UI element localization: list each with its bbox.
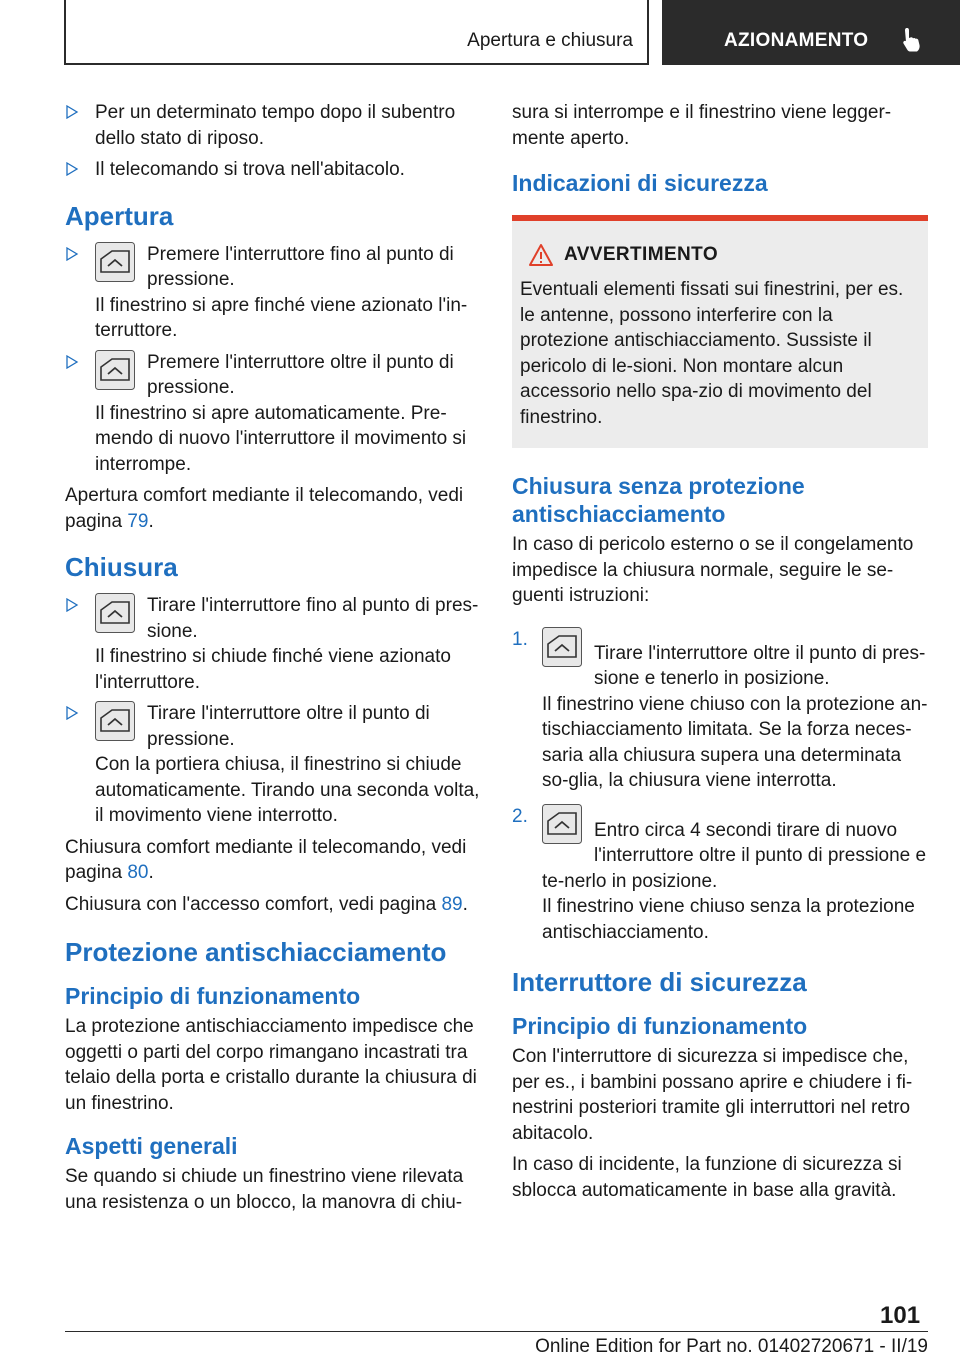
heading-chiusura-senza: Chiusura senza protezione antischiacciamento [512, 473, 805, 527]
interruttore-text-1: Con l'interruttore di sicurezza si impedisce che, per es., i bambini possano aprire e chiudere i fi-nestrini posteriori tramite gli interruttori nel retro abitacolo. [512, 1046, 913, 1144]
footer-divider [65, 1331, 928, 1332]
list-item [65, 100, 483, 151]
result-text: Il finestrino si apre finché viene azionato l'in-terruttore. [95, 294, 468, 341]
heading-apertura: Apertura [65, 200, 174, 231]
chiusura-senza-intro: In caso di pericolo esterno o se il congelamento impedisce la chiusura normale, seguire le se-guenti istruzioni: [512, 534, 914, 606]
comfort-close-label: Chiusura comfort mediante il telecomando, vedi pagina [65, 836, 467, 883]
period: . [462, 893, 468, 915]
comfort-close-text [65, 835, 483, 886]
warning-text: Eventuali elementi fissati sui finestrini, per es. le antenne, possono interferire con la protezione antischiacciamento. Sussiste il pericolo di le-sioni. Non montare alcun accessorio nello spa-zio di movimento del finestrino. [520, 279, 904, 428]
action-text: Premere l'interruttore oltre il punto di pressione. [147, 351, 454, 398]
list-item [512, 804, 928, 946]
heading-chiusura: Chiusura [65, 552, 178, 582]
warning-box [512, 215, 928, 448]
page-link-79[interactable]: 79 [127, 510, 149, 532]
warning-triangle-icon [528, 243, 554, 267]
triangle-right-icon [65, 247, 79, 261]
pointing-hand-icon [898, 26, 926, 54]
list-item-text: Il telecomando si trova nell'abitacolo. [95, 159, 405, 180]
result-text: Il finestrino viene chiuso senza la protezione antischiacciamento. [542, 896, 915, 943]
action-text: Tirare l'interruttore oltre il punto di pressione. [147, 703, 430, 750]
result-text: Il finestrino si chiude finché viene azionato l'interruttore. [95, 646, 451, 693]
action-text: Entro circa 4 secondi tirare di nuovo l'interruttore oltre il punto di pressione e te-nerlo in posizione. [542, 819, 927, 892]
step-number: 1. [512, 628, 528, 650]
list-item [65, 157, 483, 183]
comfort-access-label: Chiusura con l'accesso comfort, vedi pagina [65, 893, 442, 915]
window-switch-icon [95, 350, 135, 390]
comfort-open-label: Apertura comfort mediante il telecomando, vedi pagina [65, 485, 464, 532]
step-number: 2. [512, 805, 528, 827]
triangle-right-icon [65, 105, 79, 119]
right-column [512, 100, 928, 1209]
list-item [65, 593, 483, 695]
page-number: 101 [880, 1302, 921, 1329]
heading-sicurezza: Indicazioni di sicurezza [512, 170, 768, 196]
triangle-right-icon [65, 162, 79, 176]
warning-header [520, 243, 920, 267]
heading-principio: Principio di funzionamento [65, 983, 361, 1009]
aspetti-text: Se quando si chiude un finestrino viene rilevata una resistenza o un blocco, la manovra di chiu- [65, 1166, 464, 1213]
header-section-title: Apertura e chiusura [467, 30, 633, 51]
continued-text: sura si interrompe e il finestrino viene legger-mente aperto. [512, 102, 892, 149]
window-switch-icon [95, 701, 135, 741]
heading-protezione: Protezione antischiacciamento [65, 937, 447, 967]
window-switch-icon [95, 593, 135, 633]
window-switch-icon [542, 627, 582, 667]
triangle-right-icon [65, 355, 79, 369]
list-item-text: Per un determinato tempo dopo il subentro dello stato di riposo. [95, 102, 456, 149]
list-item [512, 627, 928, 794]
heading-aspetti: Aspetti generali [65, 1133, 238, 1159]
window-switch-icon [95, 242, 135, 282]
result-text: Il finestrino si apre automaticamente. Pre-mendo di nuovo l'interruttore il movimento si interrompe. [95, 402, 467, 475]
comfort-open-text [65, 483, 483, 534]
header-chapter-title: AZIONAMENTO [724, 30, 869, 51]
header-section-box [64, 0, 649, 65]
left-column [65, 100, 483, 1221]
page-link-89[interactable]: 89 [441, 893, 463, 915]
list-item [65, 350, 483, 478]
triangle-right-icon [65, 706, 79, 720]
action-text: Tirare l'interruttore fino al punto di pres-sione. [147, 595, 479, 642]
result-text: Il finestrino viene chiuso con la protezione an-tischiacciamento limitata. Se la forza neces-saria alla chiusura supera una determinata so-glia, la chiusura viene interrotta. [542, 693, 928, 791]
action-text: Tirare l'interruttore oltre il punto di pres-sione e tenerlo in posizione. [594, 642, 926, 689]
footer-edition: Online Edition for Part no. 01402720671 - II/19 [535, 1336, 928, 1357]
list-item [65, 701, 483, 829]
list-item [65, 242, 483, 344]
interruttore-text-2: In caso di incidente, la funzione di sicurezza si sblocca automaticamente in base alla gravità. [512, 1154, 902, 1201]
heading-interruttore: Interruttore di sicurezza [512, 967, 807, 997]
result-text: Con la portiera chiusa, il finestrino si chiude automaticamente. Tirando una seconda volta, il movimento viene interrotto. [95, 754, 480, 826]
header-chapter-box [662, 0, 960, 65]
triangle-right-icon [65, 598, 79, 612]
page-link-80[interactable]: 80 [127, 862, 149, 883]
action-text: Premere l'interruttore fino al punto di pressione. [147, 243, 454, 290]
warning-label: AVVERTIMENTO [564, 244, 718, 265]
period: . [148, 510, 154, 532]
window-switch-icon [542, 804, 582, 844]
comfort-access-text [65, 892, 483, 918]
heading-principio-interruttore: Principio di funzionamento [512, 1013, 808, 1039]
principio-text: La protezione antischiacciamento impedisce che oggetti o parti del corpo rimangano incastrati tra telaio della porta e cristallo durante la chiusura di un finestrino. [65, 1016, 477, 1114]
period: . [148, 862, 154, 883]
